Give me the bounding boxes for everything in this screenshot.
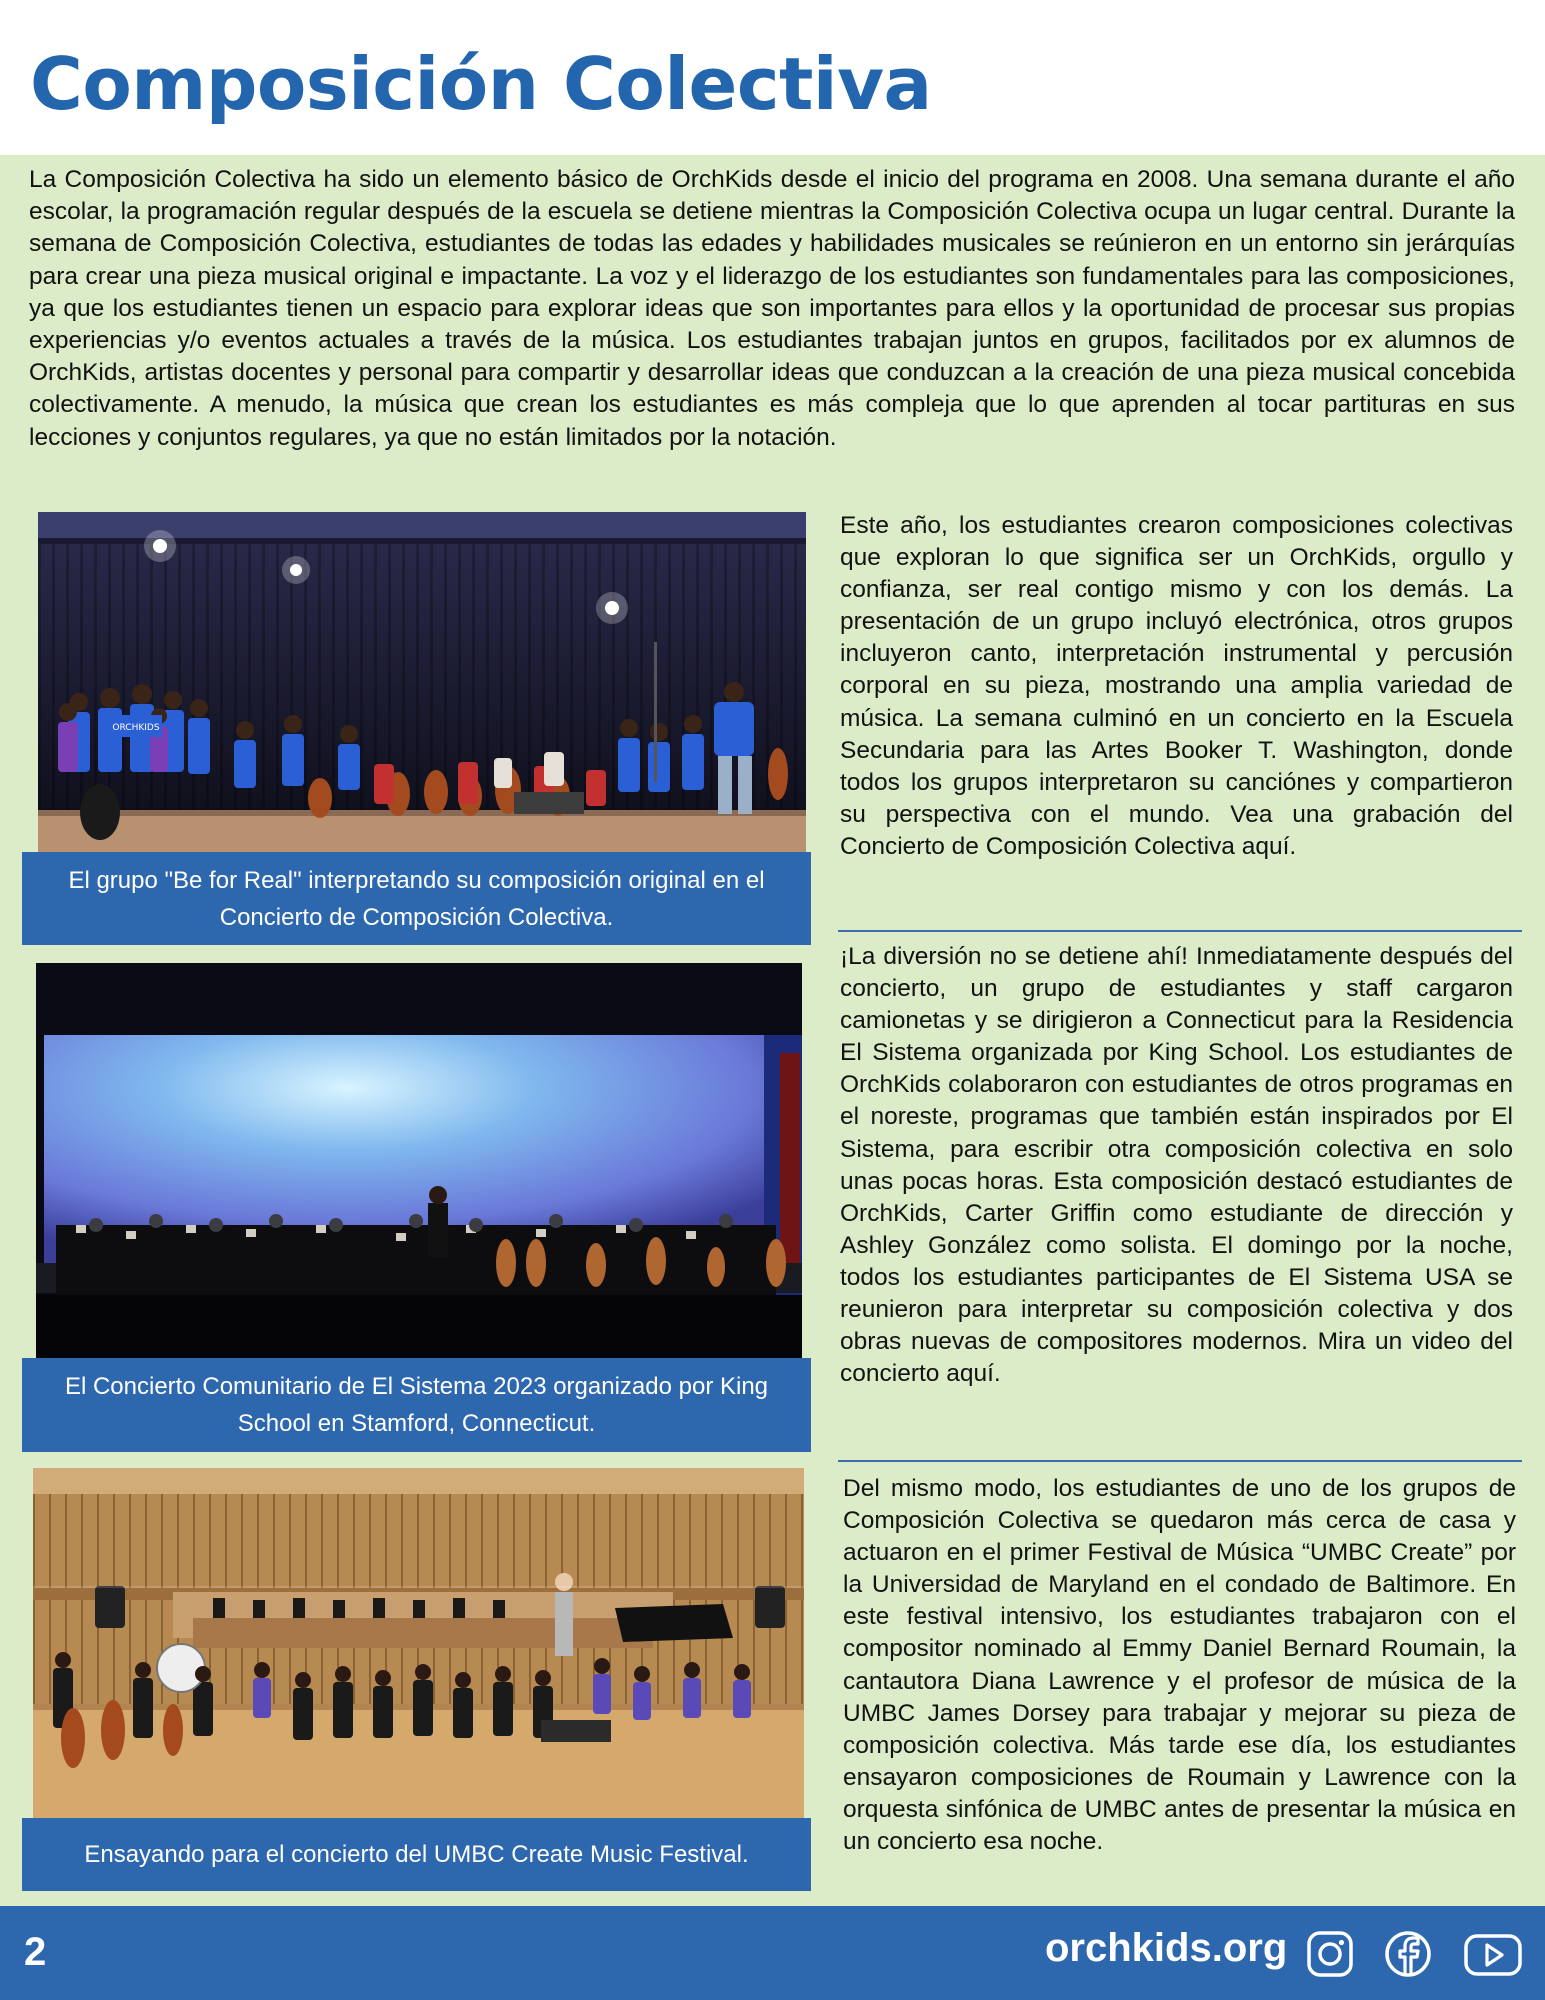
paragraph-this-year: Este año, los estudiantes crearon composiciones colectivas que exploran lo que significa ser un OrchKids, orgullo y confianza, ser real contigo mismo y con los demás. La presentación de un grupo incluyó electrónica, otros grupos incluyeron canto, interpretación instrumental y percusión corporal en su pieza, mostrando una amplia variedad de música. La semana culminó en un concierto en la Escuela Secundaria para las Artes Booker T. Washington, donde todos los grupos interpretaron su canciónes y compartieron su perspectiva con el mundo. Vea una grabación del Concierto de Composición Colectiva aquí. [840,512,1513,860]
paragraph-umbc-create: Del mismo modo, los estudiantes de uno de los grupos de Composición Colectiva se quedaron más cerca de casa y actuaron en el primer Festival de Música “UMBC Create” por la Universidad de Maryland en el condado de Baltimore. En este festival intensivo, los estudiantes trabajaron con el compositor nominado al Emmy Daniel Bernard Roumain, la cantautora Diana Lawrence y el profesor de música de la UMBC James Dorsey para trabajar y mejorar su pieza de composición colectiva. Más tarde ese día, los estudiantes ensayaron composiciones de Roumain y Lawrence con la orquesta sinfónica de UMBC antes de presentar la música en un concierto esa noche. [843,1475,1516,1856]
section-divider-1 [838,930,1522,932]
photo-caption-1-text: El grupo "Be for Real" interpretando su composición original en el Concierto de Composición Colectiva. [68,866,765,931]
photo-el-sistema-concert [36,963,802,1358]
photo-caption-1 [22,852,811,945]
paragraph-connecticut-residency: ¡La diversión no se detiene ahí! Inmediatamente después del concierto, un grupo de estudiantes y staff cargaron camionetas y se dirigieron a Connecticut para la Residencia El Sistema organizada por King School. Los estudiantes de OrchKids colaboraron con estudiantes de otros programas en el noreste, programas que también están inspirados por El Sistema, para escribir otra composición colectiva en solo unas pocas horas. Esta composición destacó estudiantes de OrchKids, Carter Griffin como estudiante de dirección y Ashley González como solista. El domingo por la noche, todos los estudiantes participantes de El Sistema USA se reunieron para interpretar su composición colectiva y dos obras nuevas de compositores modernos. Mira un video del concierto aquí. [840,943,1513,1388]
page-footer [0,1906,1545,2000]
instagram-icon[interactable] [1305,1929,1355,1979]
photo-caption-2 [22,1358,811,1452]
page-title: Composición Colectiva [30,42,932,126]
facebook-icon[interactable] [1383,1929,1433,1979]
page-number: 2 [24,1930,47,1974]
photo-be-for-real [38,512,806,852]
website-link[interactable]: orchkids.org [1045,1926,1288,1970]
page-header [0,0,1545,155]
photo-caption-3 [22,1818,811,1891]
intro-paragraph: La Composición Colectiva ha sido un elemento básico de OrchKids desde el inicio del programa en 2008. Una semana durante el año escolar, la programación regular después de la escuela se detiene mientras la Composición Colectiva ocupa un lugar central. Durante la semana de Composición Colectiva, estudiantes de todas las edades y habilidades musicales se reúnieron en un entorno sin jerárquías para crear una pieza musical original e impactante. La voz y el liderazgo de los estudiantes son fundamentales para las composiciones, ya que los estudiantes tienen un espacio para explorar ideas que son importantes para ellos y la oportunidad de procesar sus propias experiencias y/o eventos actuales a través de la música. Los estudiantes trabajan juntos en grupos, facilitados por ex alumnos de OrchKids, artistas docentes y personal para compartir y desarrollar ideas que conduzcan a la creación de una pieza musical concebida colectivamente. A menudo, la música que crean los estudiantes es más compleja que lo que aprenden al tocar partituras en sus lecciones y conjuntos regulares, ya que no están limitados por la notación. [29,166,1515,451]
photo-umbc-rehearsal [33,1468,804,1818]
youtube-icon[interactable] [1462,1929,1524,1979]
section-divider-2 [838,1460,1522,1462]
photo-caption-2-text: El Concierto Comunitario de El Sistema 2023 organizado por King School en Stamford, Connecticut. [64,1373,769,1437]
photo-caption-3-text: Ensayando para el concierto del UMBC Create Music Festival. [84,1841,749,1868]
orchkids-banner-text: ORCHKIDS [112,723,160,733]
